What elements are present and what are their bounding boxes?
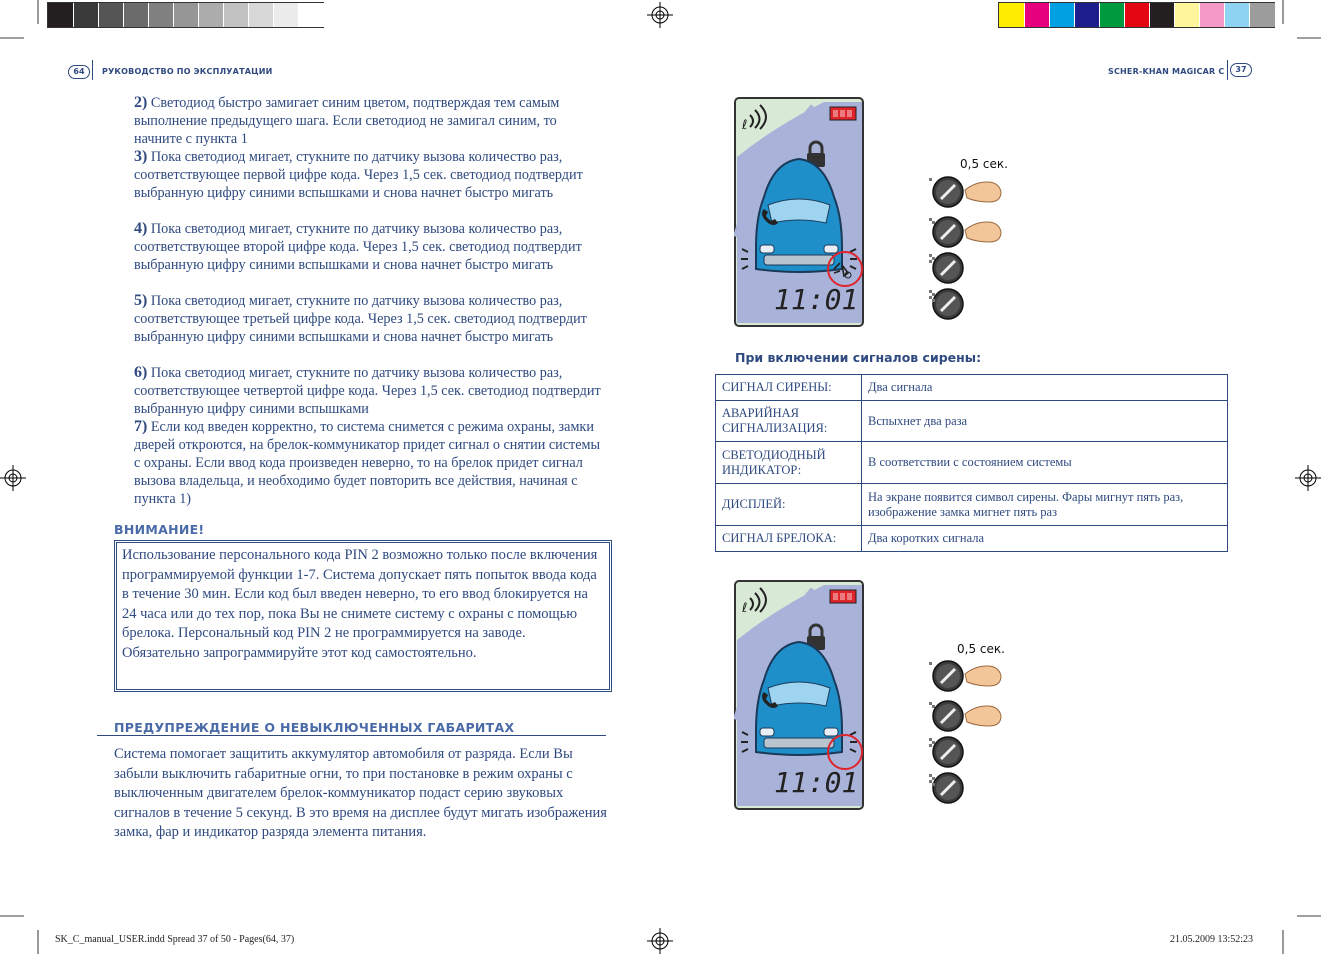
finger-press-icon [965,666,1001,686]
step-text: Пока светодиод мигает, стукните по датчику вызова количество раз, соответствующее четвертой цифре кода. Через 1,5 сек. светодиод подтвердит выбранную цифру синими вспышками [134,365,601,417]
siren-row-label: СИГНАЛ СИРЕНЫ: [716,375,862,401]
step-text: Светодиод быстро замигает синим цветом, подтверждая тем самым выполнение предыдущего шага. Если светодиод не замигал синим, то начните с пункта 1 [134,95,560,147]
step-item [134,220,604,274]
attention-box [114,540,612,692]
siren-row-value: Вспыхнет два раза [862,401,1228,442]
keyfob-button-icon [929,661,963,691]
siren-table [715,374,1228,552]
step-text: Пока светодиод мигает, стукните по датчику вызова количество раз, соответствующее второй цифре кода. Через 1,5 сек. светодиод подтвердит выбранную цифру синими вспышками и снова начнет быстро мигать [134,221,582,273]
step-number: 7) [134,418,148,435]
siren-table-row [716,375,1228,401]
siren-row-value: На экране появится символ сирены. Фары мигнут пять раз, изображение замка мигнет пять раз [862,484,1228,526]
keyfob-button-icon [929,701,963,731]
keyfob-button-icon [929,217,963,247]
keyfob-display-2 [734,580,864,810]
display-time: 11:01 [774,283,859,316]
siren-row-value: Два коротких сигнала [862,526,1228,552]
finger-press-icon [965,706,1001,726]
battery-icon [830,590,856,603]
warning-text: Система помогает защитить аккумулятор автомобиля от разряда. Если Вы забыли выключить габаритные огни, то при постановке в режим охраны с выключенным двигателем брелок-коммуникатор подаст серию звуковых сигналов в течение 5 секунд. В это время на дисплее будут мигать изображения замка, фар и индикатор разряда элемента питания. [114,746,607,841]
siren-table-row [716,401,1228,442]
siren-row-label: ДИСПЛЕЙ: [716,484,862,526]
siren-table-row [716,484,1228,526]
footer-left: SK_C_manual_USER.indd Spread 37 of 50 - Pages(64, 37) [55,934,295,945]
siren-row-value: В соответствии с состоянием системы [862,442,1228,484]
page-number-right: 37 [1230,63,1252,77]
battery-icon [830,107,856,120]
step-number: 3) [134,148,148,165]
attention-text: Использование персонального кода PIN 2 возможно только после включения программируемой функции 1-7. Система допускает пять попыток ввода кода в течение 30 мин. Если код был введен неверно, то его ввод блокируется на 24 часа или до тех пор, пока Вы не снимете систему с охраны с помощью брелока. Персональный код PIN 2 не программируется на заводе. Обязательно запрограммируйте этот код самостоятельно. [122,547,598,661]
step-number: 5) [134,292,148,309]
svg-text:ℓ: ℓ [742,601,748,616]
footer-right: 21.05.2009 13:52:23 [1170,934,1254,945]
svg-text:ℓ: ℓ [742,118,748,133]
keyfob-button-icon [929,289,963,319]
step-item [134,292,604,346]
siren-row-label: СИГНАЛ БРЕЛОКА: [716,526,862,552]
finger-press-icon [965,182,1001,202]
keyfob-button-icon [929,177,963,207]
warning-title: ПРЕДУПРЕЖДЕНИЕ О НЕВЫКЛЮЧЕННЫХ ГАБАРИТАХ [114,720,515,735]
siren-table-row [716,442,1228,484]
step-text: Пока светодиод мигает, стукните по датчику вызова количество раз, соответствующее первой цифре кода. Через 1,5 сек. светодиод подтвердит выбранную цифру синими вспышками и снова начнет быстро мигать [134,149,583,201]
step-item [134,418,604,508]
keyfob-screen [734,580,864,810]
keyfob-button-icon [929,773,963,803]
header-right-title: SCHER-KHAN MAGICAR C [1108,67,1225,76]
keyfob-button-icon [929,737,963,767]
step-number: 2) [134,94,148,111]
header-left-title: РУКОВОДСТВО ПО ЭКСПЛУАТАЦИИ [102,67,273,76]
step-number: 4) [134,220,148,237]
keyfob-screen [734,97,864,327]
step-text: Если код введен корректно, то система снимется с режима охраны, замки дверей откроются, на брелок-коммуникатор придет сигнал о снятии системы с охраны. Если ввод кода произведен неверно, то на брелок придет сигнал вызова владельца, и необходимо будет повторить все действия, начиная с пункта 1) [134,419,601,507]
step-number: 6) [134,364,148,381]
attention-title: ВНИМАНИЕ! [114,522,205,537]
siren-section-title: При включении сигналов сирены: [735,350,982,365]
button-sequence-2 [925,656,1005,806]
step-text: Пока светодиод мигает, стукните по датчику вызова количество раз, соответствующее третьей цифре кода. Через 1,5 сек. светодиод подтвердит выбранную цифру синими вспышками и снова начнет быстро мигать [134,293,587,345]
hand-timing-label-2: 0,5 сек. [957,642,1005,656]
keyfob-button-icon [929,253,963,283]
keyfob-display-1 [734,97,864,327]
button-sequence-1 [925,172,1005,322]
finger-press-icon [965,222,1001,242]
warning-divider [97,735,606,736]
siren-row-label: АВАРИЙНАЯ СИГНАЛИЗАЦИЯ: [716,401,862,442]
siren-row-value: Два сигнала [862,375,1228,401]
siren-table-row [716,526,1228,552]
display-time: 11:01 [774,766,859,799]
page-number-right-tick [1227,60,1228,80]
page-number-left: 64 [68,65,90,79]
step-item [134,364,604,418]
step-item [134,148,604,202]
step-item [134,94,604,148]
page-number-left-tick [92,60,93,80]
siren-row-label: СВЕТОДИОДНЫЙ ИНДИКАТОР: [716,442,862,484]
hand-timing-label-1: 0,5 сек. [960,157,1008,171]
